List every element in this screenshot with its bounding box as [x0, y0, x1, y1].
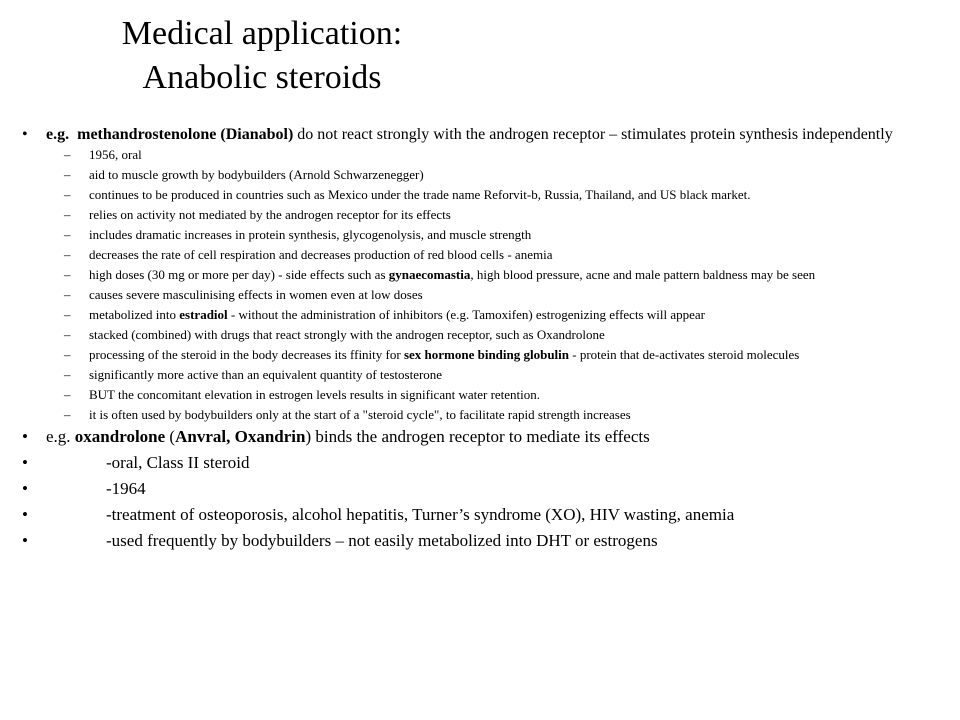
sub-bullet-text: processing of the steroid in the body decreases its ffinity for: [89, 347, 404, 362]
bullet-marker: •: [22, 126, 28, 143]
sub-bullet-item: [0, 167, 960, 182]
bullet-text: -treatment of osteoporosis, alcohol hepatitis, Turner’s syndrome (XO), HIV wasting, anemia: [106, 505, 735, 524]
sub-bullet-item: [0, 267, 960, 282]
dash-marker: –: [64, 387, 71, 402]
sub-bullet-text: - protein that de-activates steroid molecules: [569, 347, 800, 362]
sub-bullet-text: BUT the concomitant elevation in estrogen levels results in significant water retention.: [89, 387, 541, 402]
dash-marker: –: [64, 287, 71, 302]
sub-bullet-text: aid to muscle growth by bodybuilders (Arnold Schwarzenegger): [89, 167, 424, 182]
dash-marker: –: [64, 307, 71, 322]
sub-bullet-text: it is often used by bodybuilders only at the start of a "steroid cycle", to facilitate rapid strength increases: [89, 407, 631, 422]
eg-label: e.g.: [46, 427, 75, 446]
lower-bullet-list: [0, 453, 960, 551]
bullet-text: do not react strongly with the androgen receptor – stimulates protein synthesis independently: [293, 126, 893, 143]
dash-marker: –: [64, 347, 71, 362]
sub-bullet-item: [0, 247, 960, 262]
bullet-marker: •: [22, 531, 28, 550]
drug-name-dianabol: methandrostenolone (Dianabol): [77, 126, 294, 143]
dash-marker: –: [64, 227, 71, 242]
slide-content: [0, 126, 960, 557]
bullet-item: [0, 505, 960, 525]
sub-bullet-bold-term: estradiol: [179, 307, 228, 322]
dash-marker: –: [64, 167, 71, 182]
sub-bullet-item: [0, 347, 960, 362]
sub-bullet-text: 1956, oral: [89, 147, 142, 162]
sub-bullet-text: causes severe masculinising effects in women even at low doses: [89, 287, 423, 302]
sub-bullet-text: continues to be produced in countries such as Mexico under the trade name Reforvit-b, Russia, Thailand, and US black market.: [89, 187, 751, 202]
bullet-text: (: [165, 427, 176, 446]
dash-marker: –: [64, 267, 71, 282]
drug-name-oxandrolone: oxandrolone: [74, 427, 166, 446]
sub-bullet-text: stacked (combined) with drugs that react strongly with the androgen receptor, such as Oxandrolone: [89, 327, 605, 342]
bullet-marker: •: [22, 479, 28, 498]
dash-marker: –: [64, 147, 71, 162]
eg-label: e.g.: [46, 126, 70, 143]
sub-bullet-list: [0, 147, 960, 422]
sub-bullet-text: relies on activity not mediated by the androgen receptor for its effects: [89, 207, 451, 222]
sub-bullet-item: [0, 407, 960, 422]
bullet-text: -oral, Class II steroid: [106, 453, 250, 472]
sub-bullet-item: [0, 187, 960, 202]
bullet-text: ) binds the androgen receptor to mediate its effects: [305, 427, 650, 446]
sub-bullet-text: metabolized into: [89, 307, 180, 322]
sub-bullet-item: [0, 387, 960, 402]
sub-bullet-item: [0, 227, 960, 242]
sub-bullet-item: [0, 147, 960, 162]
slide-title: [52, 12, 472, 100]
sub-bullet-text: includes dramatic increases in protein synthesis, glycogenolysis, and muscle strength: [89, 227, 532, 242]
sub-bullet-text: decreases the rate of cell respiration and decreases production of red blood cells - anemia: [89, 247, 553, 262]
sub-bullet-item: [0, 327, 960, 342]
bullet-marker: •: [22, 427, 28, 446]
sub-bullet-item: [0, 307, 960, 322]
dash-marker: –: [64, 327, 71, 342]
sub-bullet-text: high doses (30 mg or more per day) - side effects such as: [89, 267, 389, 282]
dash-marker: –: [64, 367, 71, 382]
dash-marker: –: [64, 407, 71, 422]
title-line-2: Anabolic steroids: [142, 59, 382, 96]
dash-marker: –: [64, 247, 71, 262]
sub-bullet-item: [0, 287, 960, 302]
bullet-item: [0, 479, 960, 499]
title-line-1: Medical application:: [121, 15, 403, 52]
brand-names: Anvral, Oxandrin: [175, 427, 306, 446]
bullet-marker: •: [22, 505, 28, 524]
bullet-item: [0, 453, 960, 473]
bullet-text: -used frequently by bodybuilders – not easily metabolized into DHT or estrogens: [106, 531, 658, 550]
sub-bullet-text: , high blood pressure, acne and male pattern baldness may be seen: [470, 267, 816, 282]
dash-marker: –: [64, 207, 71, 222]
sub-bullet-bold-term: sex hormone binding globulin: [403, 347, 570, 362]
sub-bullet-text: - without the administration of inhibitors (e.g. Tamoxifen) estrogenizing effects will appear: [227, 307, 705, 322]
bullet-text: -1964: [106, 479, 146, 498]
sub-bullet-item: [0, 367, 960, 382]
dash-marker: –: [64, 187, 71, 202]
sub-bullet-item: [0, 207, 960, 222]
bullet-methandrostenolone: [0, 126, 960, 143]
sub-bullet-text: significantly more active than an equivalent quantity of testosterone: [89, 367, 443, 382]
bullet-marker: •: [22, 453, 28, 472]
bullet-item: [0, 531, 960, 551]
sub-bullet-bold-term: gynaecomastia: [388, 267, 471, 282]
bullet-oxandrolone: [0, 427, 960, 447]
